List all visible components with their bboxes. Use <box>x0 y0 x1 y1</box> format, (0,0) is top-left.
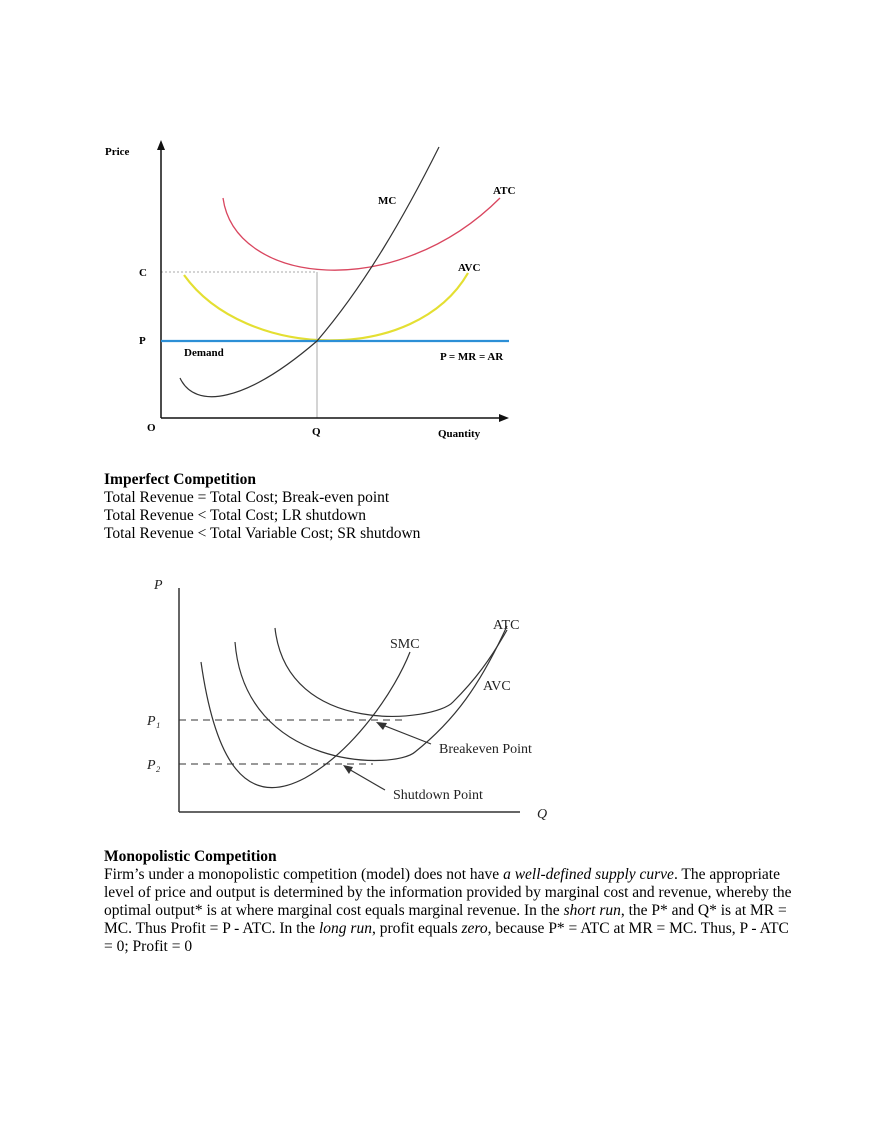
atc-label: ATC <box>493 185 516 197</box>
c-tick-label: C <box>139 267 147 279</box>
price-axis-label: Price <box>105 146 130 158</box>
imperfect-competition-heading: Imperfect Competition <box>104 471 256 488</box>
quantity-axis-arrow <box>499 414 509 422</box>
price-line-label: P = MR = AR <box>440 351 504 363</box>
q-tick-label: Q <box>312 426 321 438</box>
breakeven-point-label: Breakeven Point <box>439 742 532 757</box>
sr-shutdown-condition: Total Revenue < Total Variable Cost; SR shutdown <box>104 525 421 542</box>
breakeven-shutdown-diagram <box>135 570 565 830</box>
paragraph-emphasis: short run <box>563 902 621 919</box>
lr-shutdown-condition: Total Revenue < Total Cost; LR shutdown <box>104 507 367 524</box>
paragraph-emphasis: a well-defined supply curve <box>503 866 674 883</box>
atc-label-2: ATC <box>493 618 520 633</box>
shutdown-arrowhead <box>343 765 353 774</box>
avc-label: AVC <box>458 262 481 274</box>
paragraph-text: , profit equals <box>371 920 462 937</box>
paragraph-emphasis: zero <box>461 920 488 937</box>
paragraph-text: , the P* and Q* is at MR = MC. Thus Profit = P - ATC. In the <box>104 902 787 937</box>
breakeven-arrow <box>380 724 431 744</box>
p2-tick-label: P₂ <box>147 758 161 773</box>
p-tick-label: P <box>139 335 146 347</box>
q-axis-label: Q <box>537 807 548 822</box>
breakeven-condition: Total Revenue = Total Cost; Break-even point <box>104 489 390 506</box>
monopolistic-competition-paragraph <box>104 866 794 956</box>
p-axis-label: P <box>154 578 163 593</box>
shutdown-point-label: Shutdown Point <box>393 788 483 803</box>
avc-label-2: AVC <box>483 679 511 694</box>
price-axis-arrow <box>157 140 165 150</box>
cost-curves-diagram <box>95 135 545 450</box>
paragraph-text: , because P* = ATC at MR = MC. Thus, P - ATC = 0; Profit = 0 <box>104 920 789 955</box>
quantity-axis-label: Quantity <box>438 428 481 440</box>
paragraph-emphasis: long run <box>319 920 372 937</box>
paragraph-text: Firm’s under a monopolistic competition (model) does not have <box>104 866 504 883</box>
smc-label: SMC <box>390 637 420 652</box>
atc-curve <box>223 198 500 270</box>
avc-curve-2 <box>235 626 507 760</box>
shutdown-arrow <box>347 768 385 790</box>
mc-label: MC <box>378 195 397 207</box>
demand-label: Demand <box>184 347 224 359</box>
monopolistic-competition-heading: Monopolistic Competition <box>104 848 277 865</box>
paragraph-text: . The appropriate level of price and output is determined by the information provided by marginal cost and revenue, whereby the optimal output* is at where marginal cost equals marginal revenue. In the <box>104 866 792 919</box>
p1-tick-label: P₁ <box>147 714 161 729</box>
origin-label: O <box>147 422 156 434</box>
